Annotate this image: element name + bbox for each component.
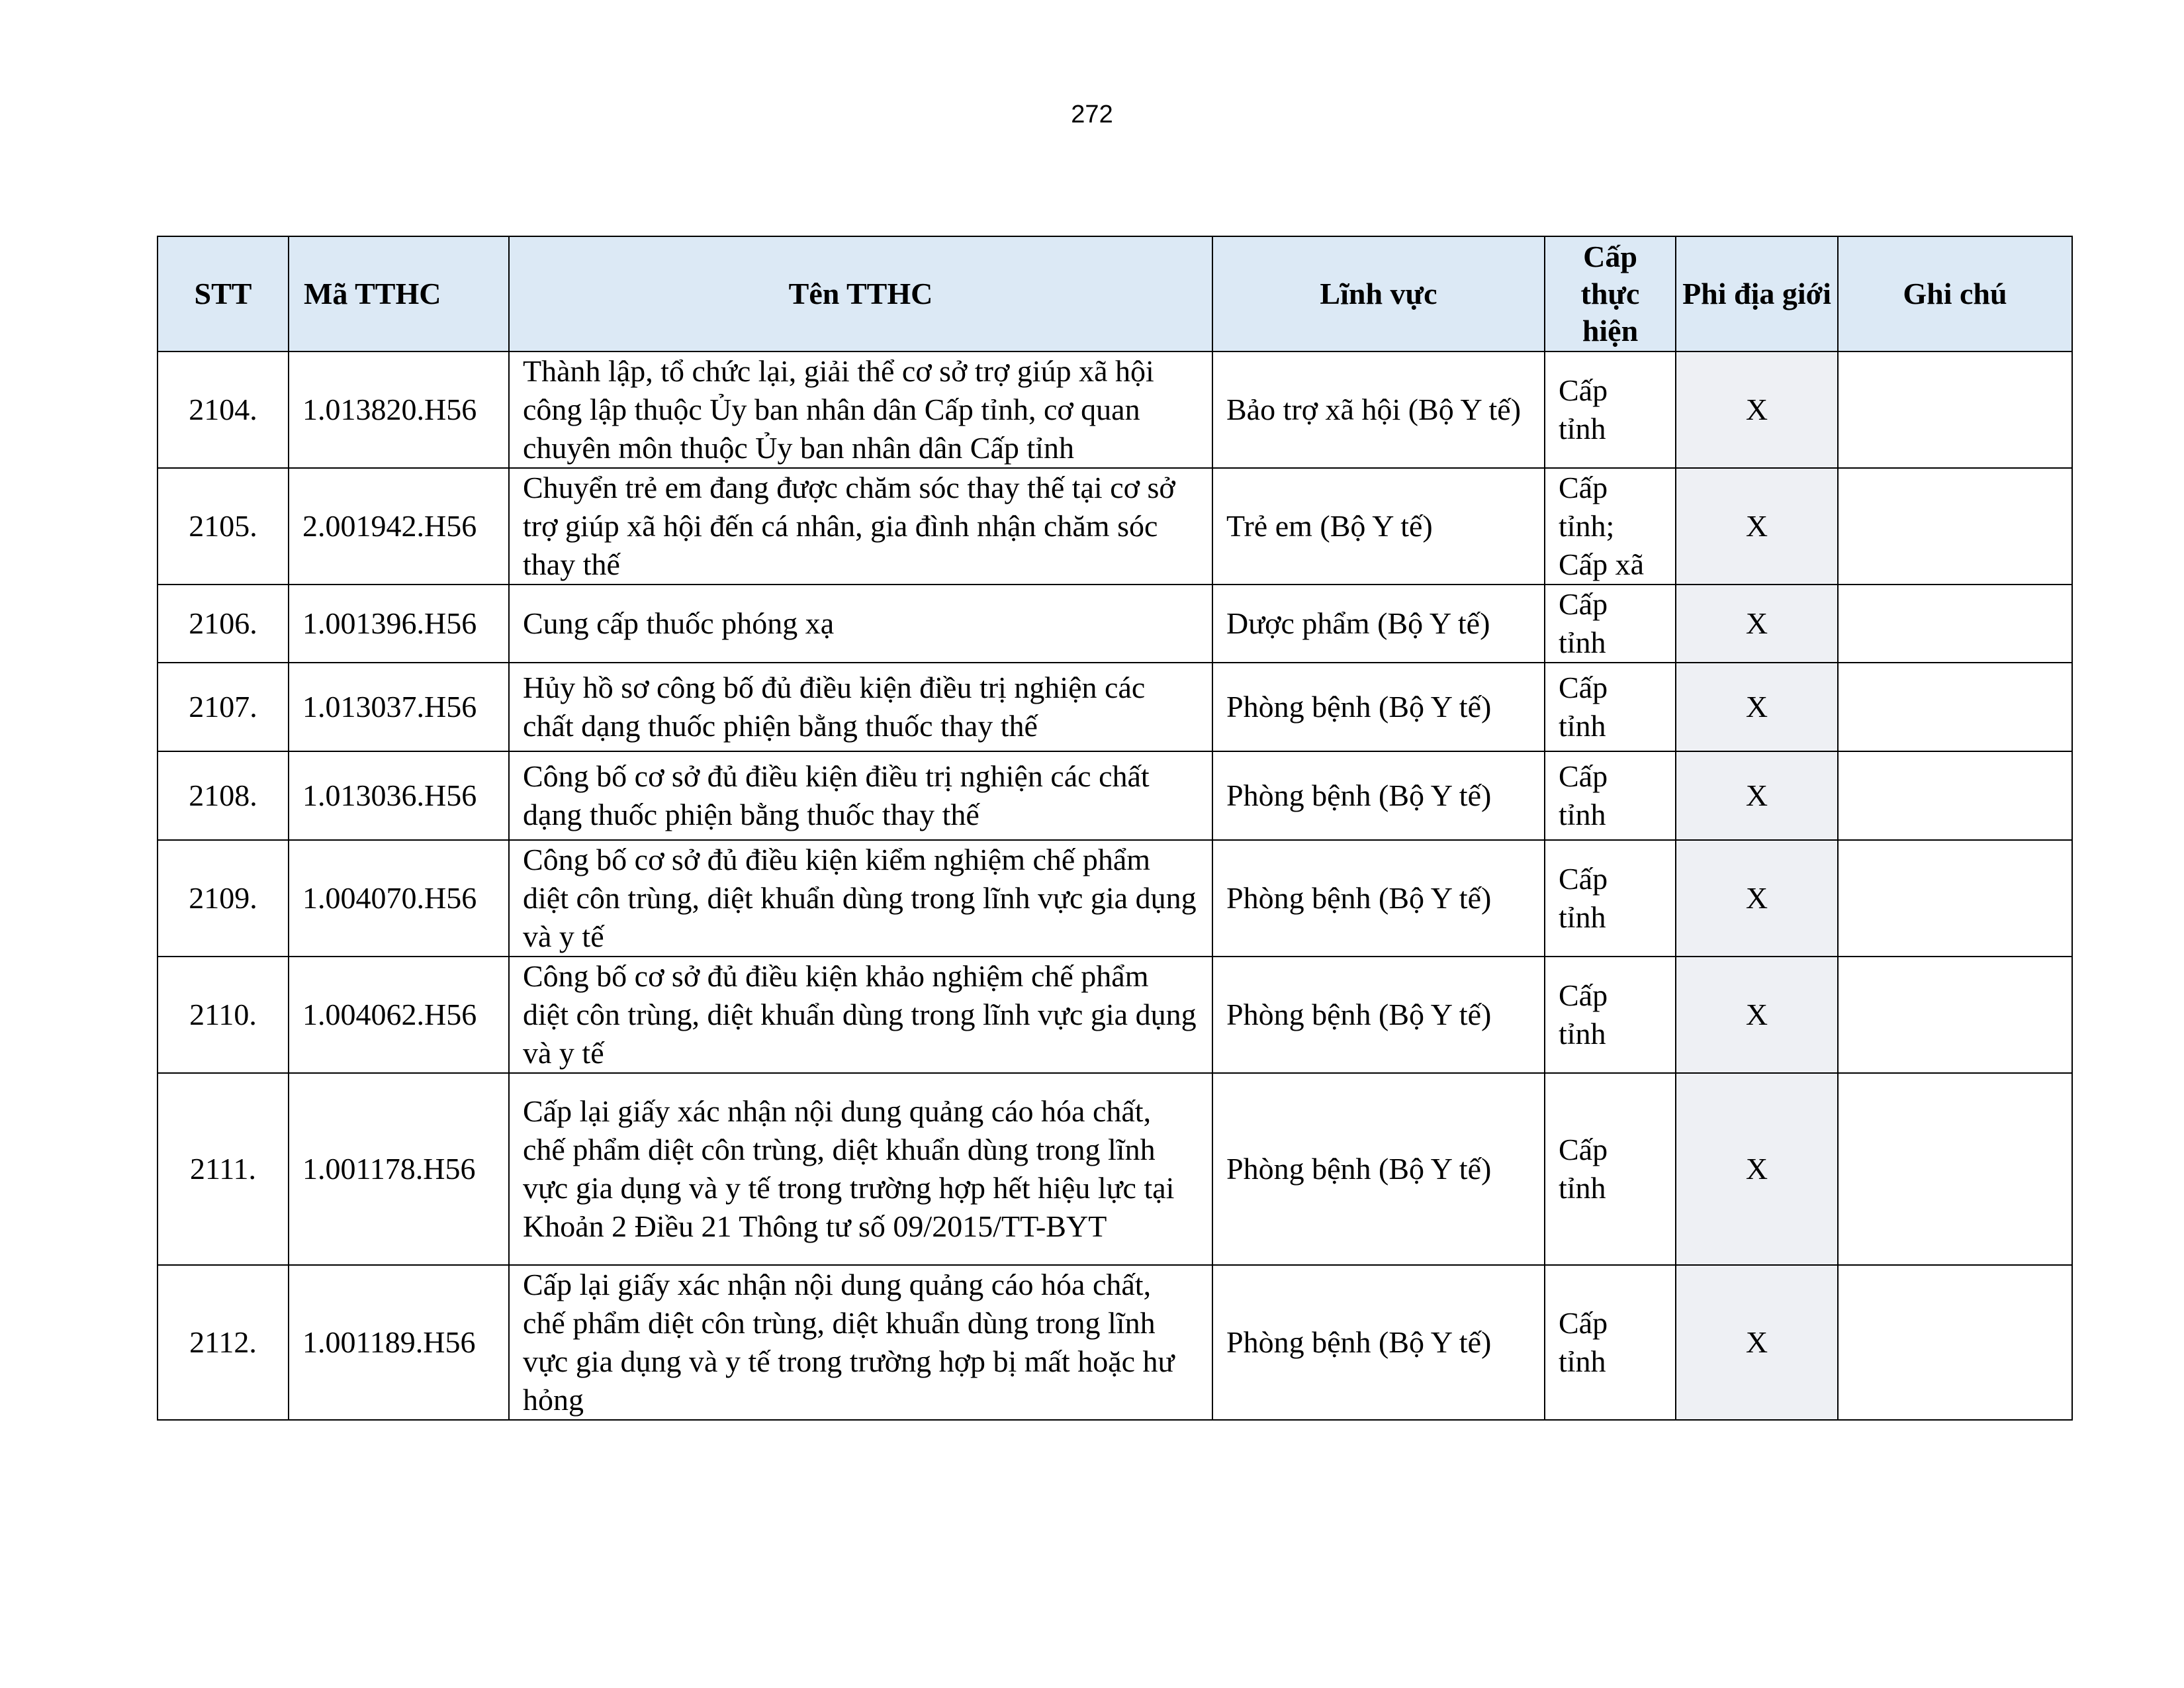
cell-ma: 1.001189.H56 (289, 1265, 509, 1420)
cell-ghi-chu (1838, 957, 2072, 1073)
cell-stt: 2104. (158, 352, 289, 468)
cell-ma: 1.004070.H56 (289, 840, 509, 957)
cell-linh-vuc: Dược phẩm (Bộ Y tế) (1212, 585, 1545, 663)
cell-ma: 1.001396.H56 (289, 585, 509, 663)
cell-ten: Hủy hồ sơ công bố đủ điều kiện điều trị nghiện các chất dạng thuốc phiện bằng thuốc thay thế (509, 663, 1212, 751)
cell-phi: X (1676, 751, 1838, 840)
cell-ghi-chu (1838, 840, 2072, 957)
cell-linh-vuc: Phòng bệnh (Bộ Y tế) (1212, 663, 1545, 751)
cell-ma: 1.013037.H56 (289, 663, 509, 751)
cell-stt: 2108. (158, 751, 289, 840)
cell-cap: Cấp tỉnh (1545, 957, 1676, 1073)
cell-phi: X (1676, 663, 1838, 751)
header-linh-vuc: Lĩnh vực (1212, 236, 1545, 352)
cell-ghi-chu (1838, 751, 2072, 840)
cell-linh-vuc: Trẻ em (Bộ Y tế) (1212, 468, 1545, 585)
table-row (158, 468, 2072, 585)
header-cap-thuc-hien: Cấp thực hiện (1545, 236, 1676, 352)
cell-phi: X (1676, 585, 1838, 663)
table-row (158, 585, 2072, 663)
cell-stt: 2105. (158, 468, 289, 585)
table-header-row (158, 236, 2072, 352)
cell-ten: Công bố cơ sở đủ điều kiện khảo nghiệm chế phẩm diệt côn trùng, diệt khuẩn dùng trong lĩnh vực gia dụng và y tế (509, 957, 1212, 1073)
cell-cap: Cấp tỉnh (1545, 585, 1676, 663)
cell-stt: 2110. (158, 957, 289, 1073)
cell-ten: Chuyển trẻ em đang được chăm sóc thay thế tại cơ sở trợ giúp xã hội đến cá nhân, gia đình nhận chăm sóc thay thế (509, 468, 1212, 585)
header-phi-dia-gioi: Phi địa giới (1676, 236, 1838, 352)
cell-phi: X (1676, 352, 1838, 468)
cell-stt: 2106. (158, 585, 289, 663)
table-row (158, 663, 2072, 751)
header-ghi-chu: Ghi chú (1838, 236, 2072, 352)
cell-ghi-chu (1838, 1265, 2072, 1420)
cell-cap: Cấp tỉnh; Cấp xã (1545, 468, 1676, 585)
cell-cap: Cấp tỉnh (1545, 840, 1676, 957)
procedures-table (157, 236, 2073, 1421)
cell-linh-vuc: Bảo trợ xã hội (Bộ Y tế) (1212, 352, 1545, 468)
cell-linh-vuc: Phòng bệnh (Bộ Y tế) (1212, 840, 1545, 957)
cell-phi: X (1676, 957, 1838, 1073)
cell-ghi-chu (1838, 468, 2072, 585)
cell-ten: Cung cấp thuốc phóng xạ (509, 585, 1212, 663)
cell-stt: 2109. (158, 840, 289, 957)
cell-phi: X (1676, 1073, 1838, 1265)
cell-ma: 2.001942.H56 (289, 468, 509, 585)
cell-ghi-chu (1838, 352, 2072, 468)
cell-ghi-chu (1838, 1073, 2072, 1265)
cell-ten: Công bố cơ sở đủ điều kiện điều trị nghiện các chất dạng thuốc phiện bằng thuốc thay thế (509, 751, 1212, 840)
cell-stt: 2111. (158, 1073, 289, 1265)
cell-ghi-chu (1838, 585, 2072, 663)
header-ma-tthc: Mã TTHC (289, 236, 509, 352)
cell-ten: Công bố cơ sở đủ điều kiện kiểm nghiệm chế phẩm diệt côn trùng, diệt khuẩn dùng trong lĩnh vực gia dụng và y tế (509, 840, 1212, 957)
table-row (158, 957, 2072, 1073)
cell-ma: 1.013820.H56 (289, 352, 509, 468)
cell-cap: Cấp tỉnh (1545, 1265, 1676, 1420)
table-row (158, 1265, 2072, 1420)
cell-stt: 2107. (158, 663, 289, 751)
header-stt: STT (158, 236, 289, 352)
cell-ma: 1.013036.H56 (289, 751, 509, 840)
cell-ten: Cấp lại giấy xác nhận nội dung quảng cáo hóa chất, chế phẩm diệt côn trùng, diệt khuẩn dùng trong lĩnh vực gia dụng và y tế trong trường hợp hết hiệu lực tại Khoản 2 Điều 21 Thông tư số 09/2015/TT-BYT (509, 1073, 1212, 1265)
table-row (158, 751, 2072, 840)
cell-phi: X (1676, 1265, 1838, 1420)
table-row (158, 1073, 2072, 1265)
cell-cap: Cấp tỉnh (1545, 751, 1676, 840)
cell-cap: Cấp tỉnh (1545, 1073, 1676, 1265)
table-row (158, 840, 2072, 957)
cell-ghi-chu (1838, 663, 2072, 751)
header-ten-tthc: Tên TTHC (509, 236, 1212, 352)
cell-linh-vuc: Phòng bệnh (Bộ Y tế) (1212, 1265, 1545, 1420)
cell-ten: Cấp lại giấy xác nhận nội dung quảng cáo hóa chất, chế phẩm diệt côn trùng, diệt khuẩn dùng trong lĩnh vực gia dụng và y tế trong trường hợp bị mất hoặc hư hỏng (509, 1265, 1212, 1420)
cell-stt: 2112. (158, 1265, 289, 1420)
cell-phi: X (1676, 840, 1838, 957)
cell-linh-vuc: Phòng bệnh (Bộ Y tế) (1212, 1073, 1545, 1265)
cell-ma: 1.001178.H56 (289, 1073, 509, 1265)
cell-linh-vuc: Phòng bệnh (Bộ Y tế) (1212, 751, 1545, 840)
table-row (158, 352, 2072, 468)
cell-cap: Cấp tỉnh (1545, 663, 1676, 751)
page-number: 272 (1071, 101, 1113, 128)
cell-linh-vuc: Phòng bệnh (Bộ Y tế) (1212, 957, 1545, 1073)
cell-ma: 1.004062.H56 (289, 957, 509, 1073)
cell-cap: Cấp tỉnh (1545, 352, 1676, 468)
cell-ten: Thành lập, tổ chức lại, giải thể cơ sở trợ giúp xã hội công lập thuộc Ủy ban nhân dân Cấp tỉnh, cơ quan chuyên môn thuộc Ủy ban nhân dân Cấp tỉnh (509, 352, 1212, 468)
cell-phi: X (1676, 468, 1838, 585)
